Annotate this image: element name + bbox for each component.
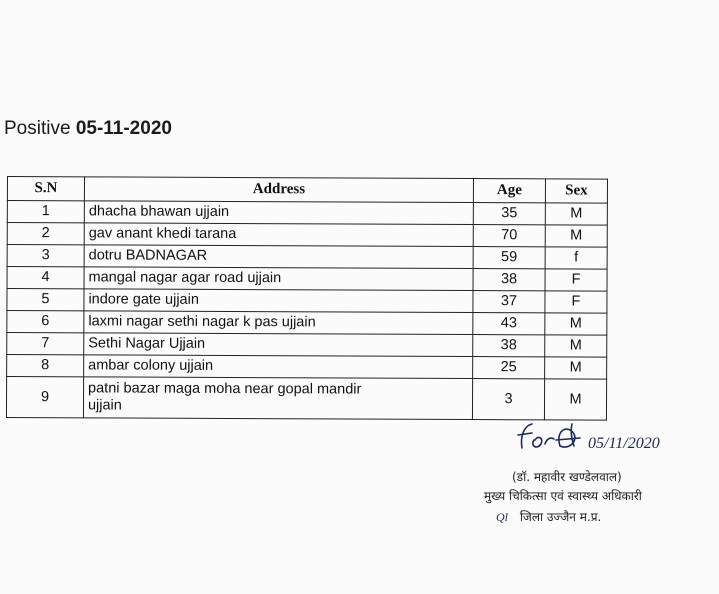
cell-sn: 1	[7, 201, 84, 223]
table-row	[7, 223, 607, 248]
cell-age: 37	[473, 291, 545, 313]
cell-age: 38	[473, 269, 545, 291]
table-row	[7, 267, 607, 292]
cell-sn: 3	[7, 245, 84, 267]
cell-sn: 9	[6, 377, 83, 418]
cell-address	[83, 377, 472, 420]
cell-age: 35	[473, 203, 545, 225]
cell-sex: M	[545, 313, 607, 335]
table-row	[7, 245, 607, 270]
heading-prefix: Positive	[4, 118, 71, 139]
cell-sex: M	[544, 379, 606, 420]
cell-sn: 6	[7, 311, 84, 333]
header-address: Address	[84, 177, 473, 203]
cell-age: 38	[473, 335, 545, 357]
cell-address: gav anant khedi tarana	[84, 223, 473, 247]
office-text: जिला उज्जैन म.प्र.	[519, 510, 602, 524]
signatory-office	[496, 508, 601, 525]
positive-cases-table	[6, 176, 608, 421]
table-row	[7, 289, 607, 314]
header-sn: S.N	[7, 177, 84, 201]
handwritten-date: 05/11/2020	[588, 435, 660, 452]
cell-age: 43	[473, 313, 545, 335]
cell-address: laxmi nagar sethi nagar k pas ujjain	[84, 311, 473, 335]
table-row	[7, 355, 607, 380]
cell-sex: M	[545, 335, 607, 357]
table-row	[7, 311, 607, 336]
cell-age: 70	[473, 225, 545, 247]
cell-sn: 4	[7, 267, 84, 289]
signatory-name: (डॉ. महावीर खण्डेलवाल)	[512, 470, 622, 484]
table-row	[7, 333, 607, 358]
cell-sex: F	[545, 291, 607, 313]
handwritten-initial: Ql	[496, 510, 508, 524]
header-sex: Sex	[545, 179, 607, 203]
table-row	[6, 377, 606, 421]
cell-address: indore gate ujjain	[84, 289, 473, 313]
cell-sn: 8	[7, 355, 84, 377]
cell-age: 59	[473, 247, 545, 269]
heading-date: 05-11-2020	[75, 118, 172, 139]
document-heading	[4, 118, 172, 140]
cell-sn: 2	[7, 223, 84, 245]
cell-address: dotru BADNAGAR	[84, 245, 473, 269]
table-row	[7, 201, 607, 226]
address-line-2: ujjain	[87, 397, 122, 414]
cell-age: 25	[473, 357, 545, 379]
address-line-1: patni bazar maga moha near gopal mandir	[88, 380, 362, 398]
cell-sex: f	[545, 247, 607, 269]
cell-address: mangal nagar agar road ujjain	[84, 267, 473, 291]
cell-address: ambar colony ujjain	[84, 355, 473, 379]
cell-sn: 7	[7, 333, 84, 355]
cell-sex: M	[545, 225, 607, 247]
header-age: Age	[473, 179, 545, 203]
cell-sex: F	[545, 269, 607, 291]
cell-address: dhacha bhawan ujjain	[84, 201, 473, 225]
table-header-row	[7, 177, 607, 204]
handwritten-signature	[510, 418, 680, 458]
cell-address: Sethi Nagar Ujjain	[84, 333, 473, 357]
cell-sex: M	[545, 203, 607, 225]
signatory-title: मुख्य चिकित्सा एवं स्वास्थ्य अधिकारी	[484, 489, 642, 503]
cell-age: 3	[472, 379, 544, 420]
cell-sex: M	[545, 357, 607, 379]
cell-sn: 5	[7, 289, 84, 311]
positive-cases-sheet	[6, 176, 607, 421]
